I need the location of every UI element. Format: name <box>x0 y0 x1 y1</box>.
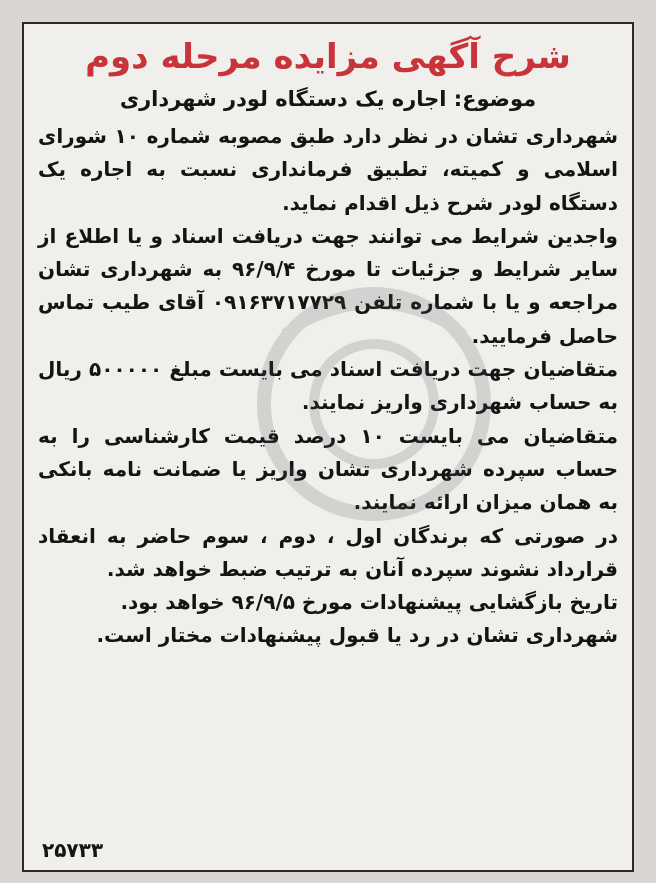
notice-subject: موضوع: اجاره یک دستگاه لودر شهرداری <box>119 87 537 111</box>
paragraph-deposit: متقاضیان می بایست ۱۰ درصد قیمت کارشناسی را به حساب سپرده شهرداری تشان واریز یا ضمانت نامه بانکی به همان میزان ارائه نمایند. <box>38 423 618 515</box>
paragraph-forfeit: در صورتی که برندگان اول ، دوم ، سوم حاضر به انعقاد قرارداد نشوند سپرده آنان به ترتیب ضبط خواهد شد. <box>38 523 618 581</box>
auction-notice <box>22 22 634 872</box>
paragraph-rights: شهرداری تشان در رد یا قبول پیشنهادات مختار است. <box>96 623 618 648</box>
notice-body <box>38 120 618 653</box>
notice-title: شرح آگهی مزایده مرحله دوم <box>85 37 571 77</box>
paragraph-opening-date: تاریخ بازگشایی پیشنهادات مورخ ۹۶/۹/۵ خواهد بود. <box>120 590 618 615</box>
paragraph-document-fee: متقاضیان جهت دریافت اسناد می بایست مبلغ ۵۰۰۰۰۰ ریال به حساب شهرداری واریز نمایند. <box>38 357 618 415</box>
paragraph-intro: شهرداری تشان در نظر دارد طبق مصوبه شماره ۱۰ شورای اسلامی و کمیته، تطبیق فرمانداری نسبت به اجاره یک دستگاه لودر شرح ذیل اقدام نماید. <box>38 124 619 215</box>
paragraph-eligibility: واجدین شرایط می توانند جهت دریافت اسناد و یا اطلاع از سایر شرایط و جزئیات تا مورخ ۹۶/۹/۴ به شهرداری تشان مراجعه و یا با شماره تلفن ۰۹۱۶۳۷۱۷۷۲۹ آقای طیب تماس حاصل فرمایید. <box>38 223 618 348</box>
reference-number: ۲۵۷۳۳ <box>42 838 104 862</box>
